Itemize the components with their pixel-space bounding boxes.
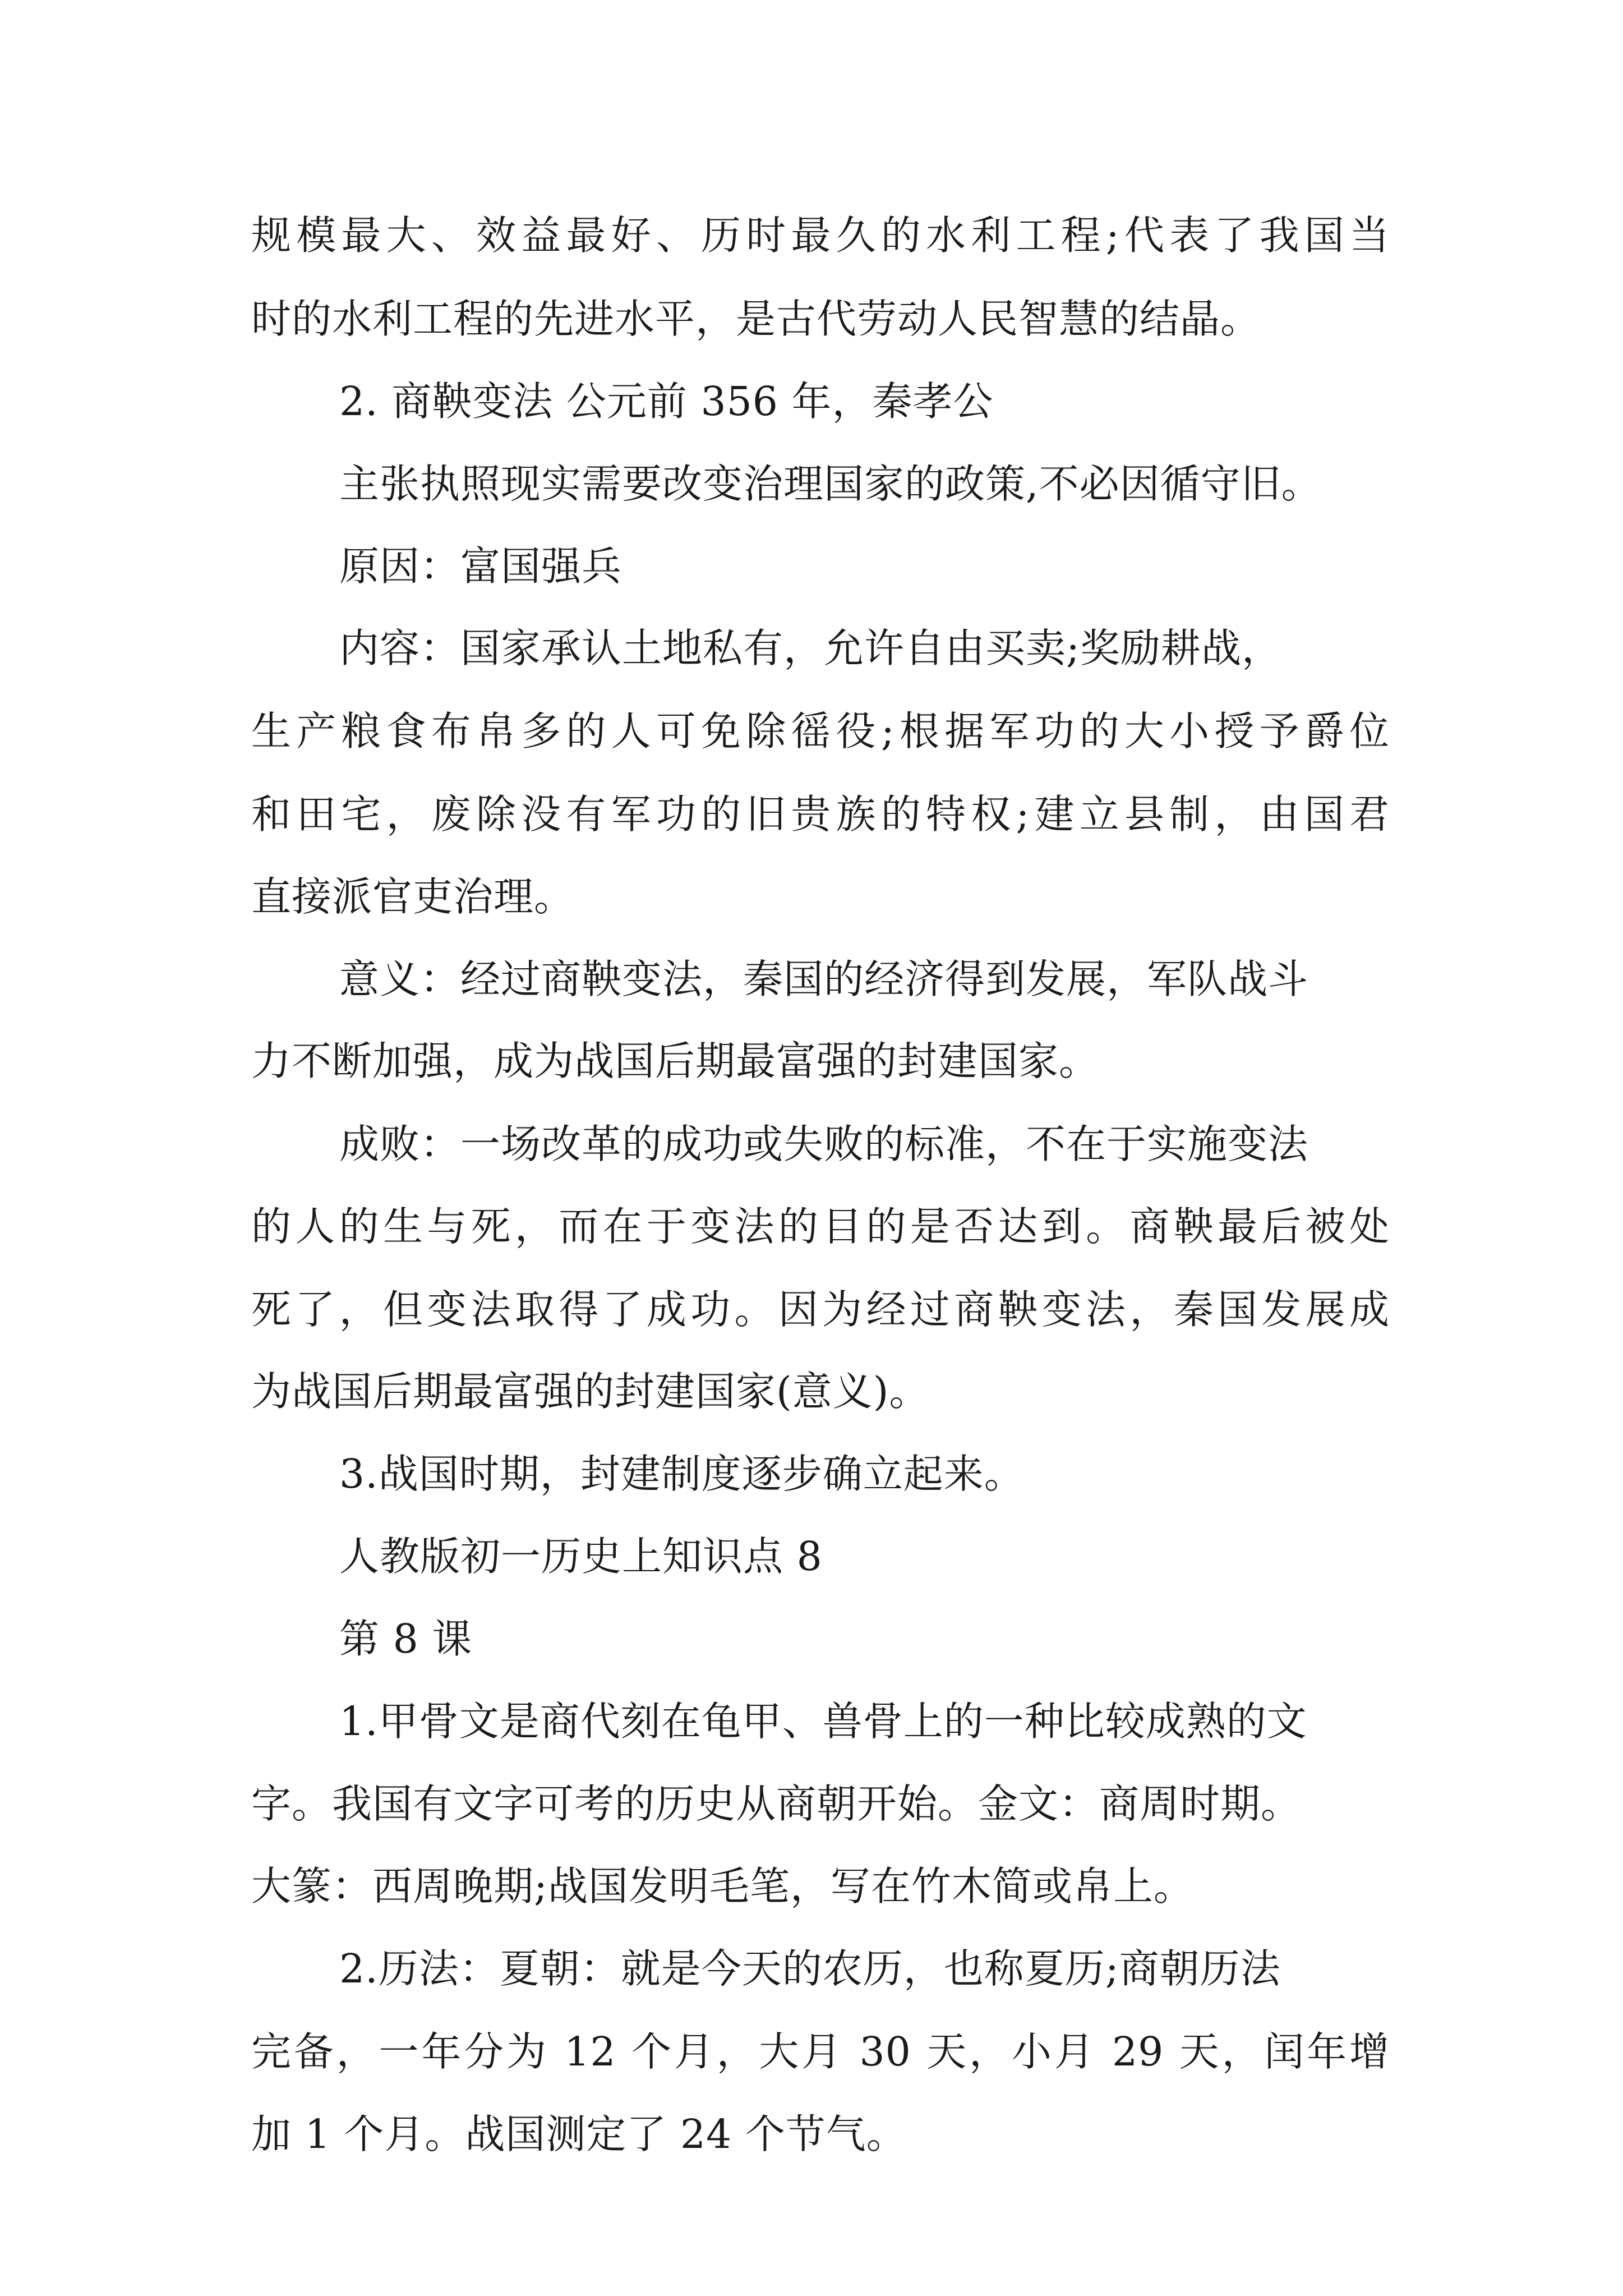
text-line: 的人的生与死，而在于变法的目的是否达到。商鞅最后被处	[251, 1203, 1390, 1250]
text-line: 死了，但变法取得了成功。因为经过商鞅变法，秦国发展成	[251, 1286, 1390, 1333]
text-line: 直接派官吏治理。	[251, 873, 575, 920]
text-line: 大篆：西周晚期;战国发明毛笔，写在竹木简或帛上。	[251, 1863, 1194, 1910]
text-line: 原因：富国强兵	[339, 543, 623, 590]
text-line: 内容：国家承认土地私有，允许自由买卖;奖励耕战，	[339, 625, 1282, 671]
text-line: 为战国后期最富强的封建国家(意义)。	[251, 1368, 930, 1415]
text-line: 1.甲骨文是商代刻在龟甲、兽骨上的一种比较成熟的文	[339, 1698, 1307, 1745]
text-line: 成败：一场改革的成功或失败的标准，不在于实施变法	[339, 1121, 1309, 1167]
text-line: 2. 商鞅变法 公元前 356 年，秦孝公	[339, 378, 994, 425]
text-line: 3.战国时期，封建制度逐步确立起来。	[339, 1451, 1025, 1497]
text-line: 2.历法：夏朝：就是今天的农历，也称夏历;商朝历法	[339, 1945, 1281, 1992]
text-line: 字。我国有文字可考的历史从商朝开始。金文：商周时期。	[251, 1780, 1302, 1827]
text-line: 加 1 个月。战国测定了 24 个节气。	[251, 2111, 907, 2157]
text-line: 时的水利工程的先进水平，是古代劳动人民智慧的结晶。	[251, 296, 1261, 342]
text-line: 规模最大、效益最好、历时最久的水利工程;代表了我国当	[251, 212, 1390, 259]
text-line: 和田宅，废除没有军功的旧贵族的特权;建立县制，由国君	[251, 791, 1390, 838]
text-line: 意义：经过商鞅变法，秦国的经济得到发展，军队战斗	[339, 956, 1309, 1002]
text-line: 力不断加强，成为战国后期最富强的封建国家。	[251, 1038, 1100, 1084]
lesson-title: 第 8 课	[339, 1616, 473, 1662]
text-line: 生产粮食布帛多的人可免除徭役;根据军功的大小授予爵位	[251, 708, 1390, 754]
section-title: 人教版初一历史上知识点 8	[339, 1533, 823, 1580]
text-line: 完备，一年分为 12 个月，大月 30 天，小月 29 天，闰年增	[251, 2028, 1390, 2075]
text-line: 主张执照现实需要改变治理国家的政策,不必因循守旧。	[339, 461, 1322, 507]
